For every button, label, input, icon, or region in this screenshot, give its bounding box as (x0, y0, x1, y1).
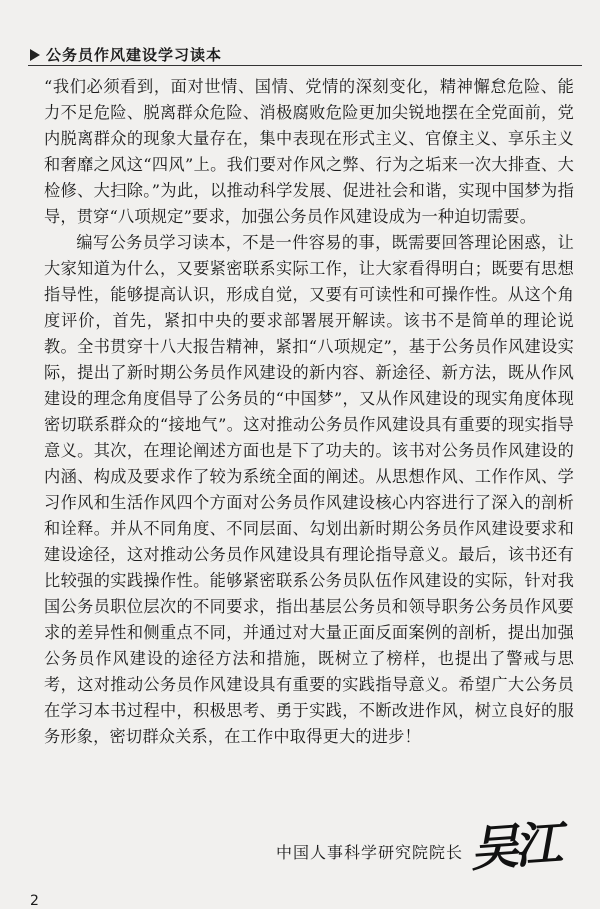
paragraph-2: 编写公务员学习读本，不是一件容易的事，既需要回答理论困惑，让大家知道为什么，又要紧密联系实际工作，让大家看得明白；既要有思想指导性，能够提高认识，形成自觉，又要有可读性和可操作性。从这个角度评价，首先，紧扣中央的要求部署展开解读。该书不是简单的理论说教。全书贯穿十八大报告精神，紧扣“八项规定”，基于公务员作风建设实际，提出了新时期公务员作风建设的新内容、新途径、新方法，既从作风建设的理念角度倡导了公务员的“中国梦”，又从作风建设的现实角度体现密切联系群众的“接地气”。这对推动公务员作风建设具有重要的现实指导意义。其次，在理论阐述方面也是下了功夫的。该书对公务员作风建设的内涵、构成及要求作了较为系统全面的阐述。从思想作风、工作作风、学习作风和生活作风四个方面对公务员作风建设核心内容进行了深入的剖析和诠释。并从不同角度、不同层面、勾划出新时期公务员作风建设要求和建设途径，这对推动公务员作风建设具有理论指导意义。最后，该书还有比较强的实践操作性。能够紧密联系公务员队伍作风建设的实际，针对我国公务员职位层次的不同要求，指出基层公务员和领导职务公务员作风要求的差异性和侧重点不同，并通过对大量正面反面案例的剖析，提出加强公务员作风建设的途径方法和措施，既树立了榜样，也提出了警戒与思考，这对推动公务员作风建设具有重要的实践指导意义。希望广大公务员在学习本书过程中，积极思考、勇于实践，不断改进作风，树立良好的服务形象，密切群众关系，在工作中取得更大的进步！ (44, 233, 574, 746)
running-header (30, 44, 222, 65)
page-number: 2 (30, 893, 39, 909)
triangle-bullet-icon (30, 49, 40, 61)
header-rule (28, 65, 582, 66)
header-title: 公务员作风建设学习读本 (46, 46, 223, 64)
signature-title: 中国人事科学研究院院长 (276, 843, 464, 862)
paragraph-1: “我们必须看到，面对世情、国情、党情的深刻变化，精神懈怠危险、能力不足危险、脱离群众危险、消极腐败危险更加尖锐地摆在全党面前，党内脱离群众的现象大量存在，集中表现在形式主义、官僚主义、享乐主义和奢靡之风这“四风”上。我们要对作风之弊、行为之垢来一次大排查、大检修、大扫除。”为此，以推动科学发展、促进社会和谐，实现中国梦为指导，贯穿“八项规定”要求，加强公务员作风建设成为一种迫切需要。 (44, 77, 574, 226)
handwritten-signature: 吴江 (468, 815, 561, 878)
body-text (44, 74, 574, 750)
